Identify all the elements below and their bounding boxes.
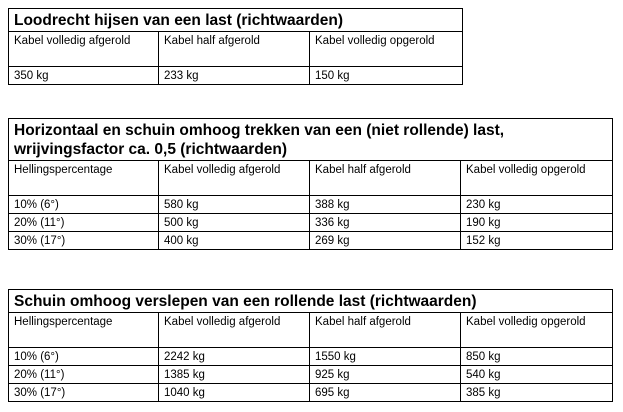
table-cell: 385 kg [461, 384, 613, 402]
table-title: Horizontaal en schuin omhoog trekken van een (niet rollende) last, wrijvingsfactor ca. 0,5 (richtwaarden) [9, 119, 613, 161]
table-cell: 850 kg [461, 348, 613, 366]
column-header: Hellingspercentage [9, 161, 159, 196]
column-header: Kabel half afgerold [310, 161, 461, 196]
table-cell: 190 kg [461, 214, 613, 232]
table-cell: 20% (11°) [9, 214, 159, 232]
table-cell: 233 kg [159, 67, 310, 85]
table-cell: 230 kg [461, 196, 613, 214]
table-cell: 1385 kg [159, 366, 310, 384]
table-cell: 10% (6°) [9, 196, 159, 214]
column-header: Kabel half afgerold [310, 313, 461, 348]
table-cell: 580 kg [159, 196, 310, 214]
table-cell: 1550 kg [310, 348, 461, 366]
column-header: Kabel volledig opgerold [310, 32, 463, 67]
table-cell: 400 kg [159, 232, 310, 250]
table-vertical-hoisting [8, 8, 463, 85]
table-cell: 20% (11°) [9, 366, 159, 384]
table-cell: 388 kg [310, 196, 461, 214]
column-header: Kabel volledig afgerold [159, 161, 310, 196]
table-cell: 269 kg [310, 232, 461, 250]
column-header: Kabel half afgerold [159, 32, 310, 67]
column-header: Kabel volledig opgerold [461, 313, 613, 348]
table-cell: 336 kg [310, 214, 461, 232]
table-cell: 500 kg [159, 214, 310, 232]
table-cell: 10% (6°) [9, 348, 159, 366]
column-header: Kabel volledig afgerold [9, 32, 159, 67]
table-cell: 350 kg [9, 67, 159, 85]
table-horizontal-pulling [8, 118, 613, 250]
table-cell: 2242 kg [159, 348, 310, 366]
column-header: Hellingspercentage [9, 313, 159, 348]
table-cell: 925 kg [310, 366, 461, 384]
table-cell: 540 kg [461, 366, 613, 384]
table-row [9, 366, 613, 384]
table-row [9, 232, 613, 250]
table-cell: 152 kg [461, 232, 613, 250]
table-cell: 150 kg [310, 67, 463, 85]
table-title: Schuin omhoog verslepen van een rollende last (richtwaarden) [9, 290, 613, 313]
table-title: Loodrecht hijsen van een last (richtwaarden) [9, 9, 463, 32]
table-rolling-load [8, 289, 613, 402]
table-row [9, 196, 613, 214]
table-cell: 695 kg [310, 384, 461, 402]
table-row [9, 384, 613, 402]
table-row [9, 214, 613, 232]
table-cell: 1040 kg [159, 384, 310, 402]
table-row [9, 348, 613, 366]
column-header: Kabel volledig opgerold [461, 161, 613, 196]
table-row [9, 67, 463, 85]
table-cell: 30% (17°) [9, 232, 159, 250]
column-header: Kabel volledig afgerold [159, 313, 310, 348]
table-cell: 30% (17°) [9, 384, 159, 402]
